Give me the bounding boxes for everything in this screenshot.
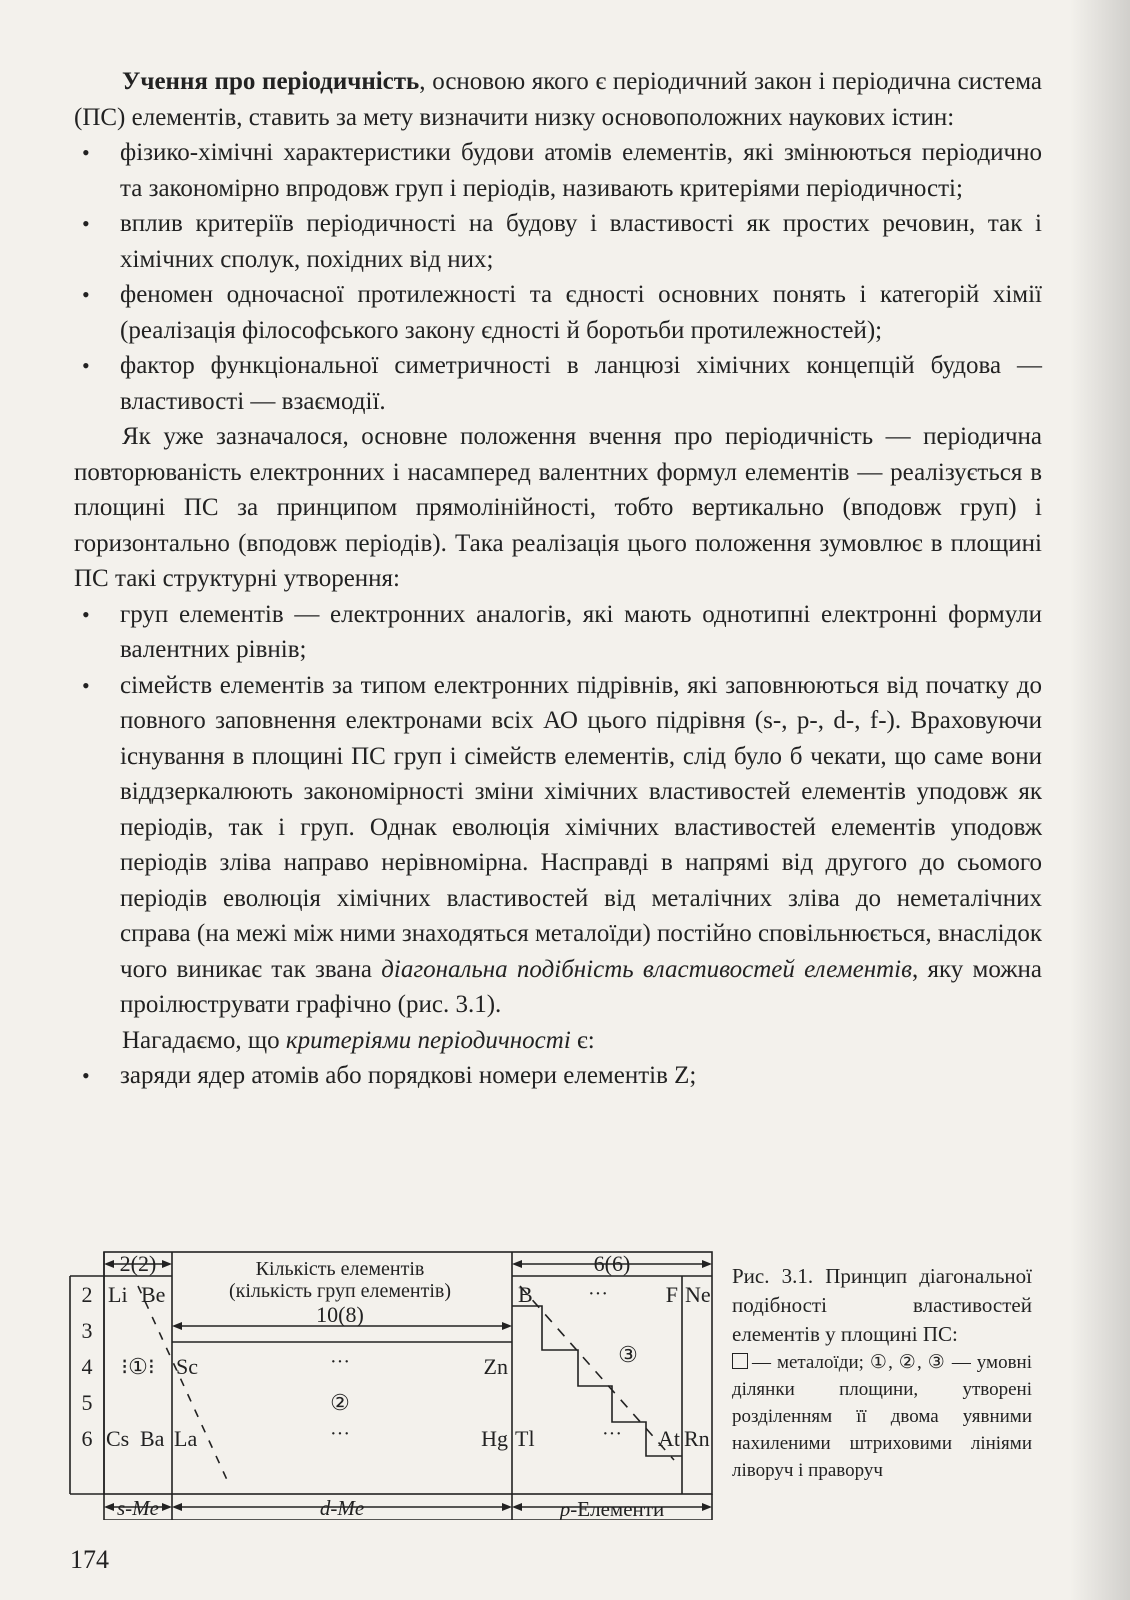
- criteria-list: [74, 135, 1042, 419]
- region-3-marker: ③: [618, 1342, 638, 1367]
- d-count-label: 10(8): [316, 1302, 364, 1327]
- period-label: 2: [81, 1282, 93, 1307]
- count-header-line2: (кількість груп елементів): [228, 1280, 452, 1302]
- para3-tail: є:: [570, 1026, 595, 1054]
- list-item: [74, 668, 1042, 1023]
- p-elements-footer: [558, 1497, 664, 1520]
- element-li: Li: [108, 1282, 128, 1307]
- s-metal-footer: s-Me: [117, 1496, 159, 1520]
- intro-rest: , основою якого є періодичний закон і періодична система (ПС) елементів, ставить за мету визначити низку основоположних наукових істин:: [74, 68, 1042, 131]
- element-sc: Sc: [176, 1354, 198, 1379]
- p-count-label: 6(6): [593, 1251, 631, 1276]
- page-edge-shadow: [1070, 0, 1130, 1600]
- families-text: сімейств елементів за типом електронних підрівнів, які заповнюються від початку до повного заповнення електронами всіх АО цього підрівня (s-, p-, d-, f-). Враховуючи існування в площині ПС груп і сімейств елементів, слід було б чекати, що саме вони віддзеркалюють закономірності зміни хімічних властивостей елементів уподовж як періодів, так і груп. Однак еволюція хімічних властивостей елементів уподовж періодів зліва направо нерівномірна. Насправді в напрямі від другого до сьомого періодів еволюція хімічних властивостей від металічних зліва до неметалічних справа (на межі між ними знаходяться металоїди) постійно сповільнюється, внаслідок чого виникає так звана: [120, 671, 1042, 983]
- p-elements-rest: -Елементи: [570, 1497, 665, 1520]
- page-number: 174: [70, 1545, 109, 1574]
- region-1-marker: ⁝①⁝: [121, 1354, 155, 1379]
- element-la: La: [174, 1426, 198, 1451]
- count-header-line1: Кількість елементів: [255, 1258, 425, 1280]
- para3-lead: Нагадаємо, що: [122, 1026, 286, 1054]
- figure-3-1: [68, 1250, 1048, 1520]
- caption-legend-text: — металоїди; ①, ②, ③ — умовні ділянки площини, утворені розділенням її двома уявними нахиленими штриховими лініями ліворуч і праворуч: [732, 1352, 1032, 1481]
- element-f: F: [665, 1282, 678, 1307]
- element-cs: Cs: [106, 1426, 130, 1451]
- caption-legend: [732, 1349, 1032, 1484]
- period-label: 6: [81, 1426, 93, 1451]
- period-label: 5: [81, 1390, 93, 1415]
- metalloid-box-icon: [732, 1353, 748, 1369]
- list-item: • заряди ядер атомів або порядкові номери елементів Z;: [74, 1058, 1042, 1094]
- region-2-marker: ②: [330, 1390, 350, 1415]
- p-dots-top: ···: [588, 1283, 608, 1305]
- element-rn: Rn: [684, 1426, 710, 1451]
- diagonal-similarity-term: діагональна подібність властивостей елементів: [381, 955, 912, 983]
- caption-title: Рис. 3.1. Принцип діагональної подібності властивостей елементів у площині ПС:: [732, 1264, 1032, 1346]
- p-dots-bottom: ···: [602, 1423, 622, 1445]
- p-letter: p: [559, 1497, 571, 1520]
- d-dots-top: ···: [330, 1351, 350, 1373]
- intro-bold-lead: Учення про періодичність: [122, 68, 420, 95]
- families-tail: , яку можна проілюструвати графічно (рис. 3.1).: [120, 955, 1042, 1018]
- element-ne: Ne: [685, 1282, 711, 1307]
- page-body: [74, 64, 1042, 1094]
- d-metal-footer: d-Me: [319, 1496, 365, 1520]
- list-item: • груп елементів — електронних аналогів, які мають однотипні електронні формули валентних рівнів;: [74, 597, 1042, 668]
- list-item: • феномен одночасної протилежності та єдності основних понять і категорій хімії (реалізація філософського закону єдності й боротьби протилежностей);: [74, 277, 1042, 348]
- criteria-term: критеріями періодичності: [285, 1026, 571, 1054]
- list-item: • фізико-хімічні характеристики будови атомів елементів, які змінюються періодично та закономірно впродовж груп і періодів, називають критеріями періодичності;: [74, 135, 1042, 206]
- period-label: 3: [81, 1318, 93, 1343]
- figure-caption: [732, 1262, 1032, 1484]
- s-count-label: 2(2): [119, 1251, 157, 1276]
- element-zn: Zn: [483, 1354, 508, 1379]
- second-paragraph: Як уже зазначалося, основне положення вчення про періодичність — періодична повторюваність електронних і насамперед валентних формул елементів — реалізується в площині ПС за принципом прямолінійності, тобто вертикально (вподовж груп) і горизонтально (вподовж періодів). Така реалізація цього положення зумовлює в площині ПС такі структурні утворення:: [74, 423, 1042, 592]
- period-label: 4: [81, 1354, 93, 1379]
- element-ba: Ba: [140, 1426, 165, 1451]
- list-item: • фактор функціональної симетричності в ланцюзі хімічних концепцій будова — властивості — взаємодії.: [74, 348, 1042, 419]
- third-paragraph: [74, 1023, 1042, 1059]
- element-b: B: [518, 1282, 533, 1307]
- structures-list: [74, 597, 1042, 1023]
- element-at: At: [658, 1426, 680, 1451]
- d-dots-bottom: ···: [330, 1423, 350, 1445]
- element-hg: Hg: [481, 1426, 508, 1451]
- body-text: [74, 64, 1042, 1094]
- criteria-items-list: [74, 1058, 1042, 1094]
- periodic-diagram: [68, 1250, 718, 1520]
- element-be: Be: [141, 1282, 166, 1307]
- list-item: • вплив критеріїв періодичності на будову і властивості як простих речовин, так і хімічних сполук, похідних від них;: [74, 206, 1042, 277]
- element-tl: Tl: [515, 1426, 535, 1451]
- intro-paragraph: [74, 64, 1042, 135]
